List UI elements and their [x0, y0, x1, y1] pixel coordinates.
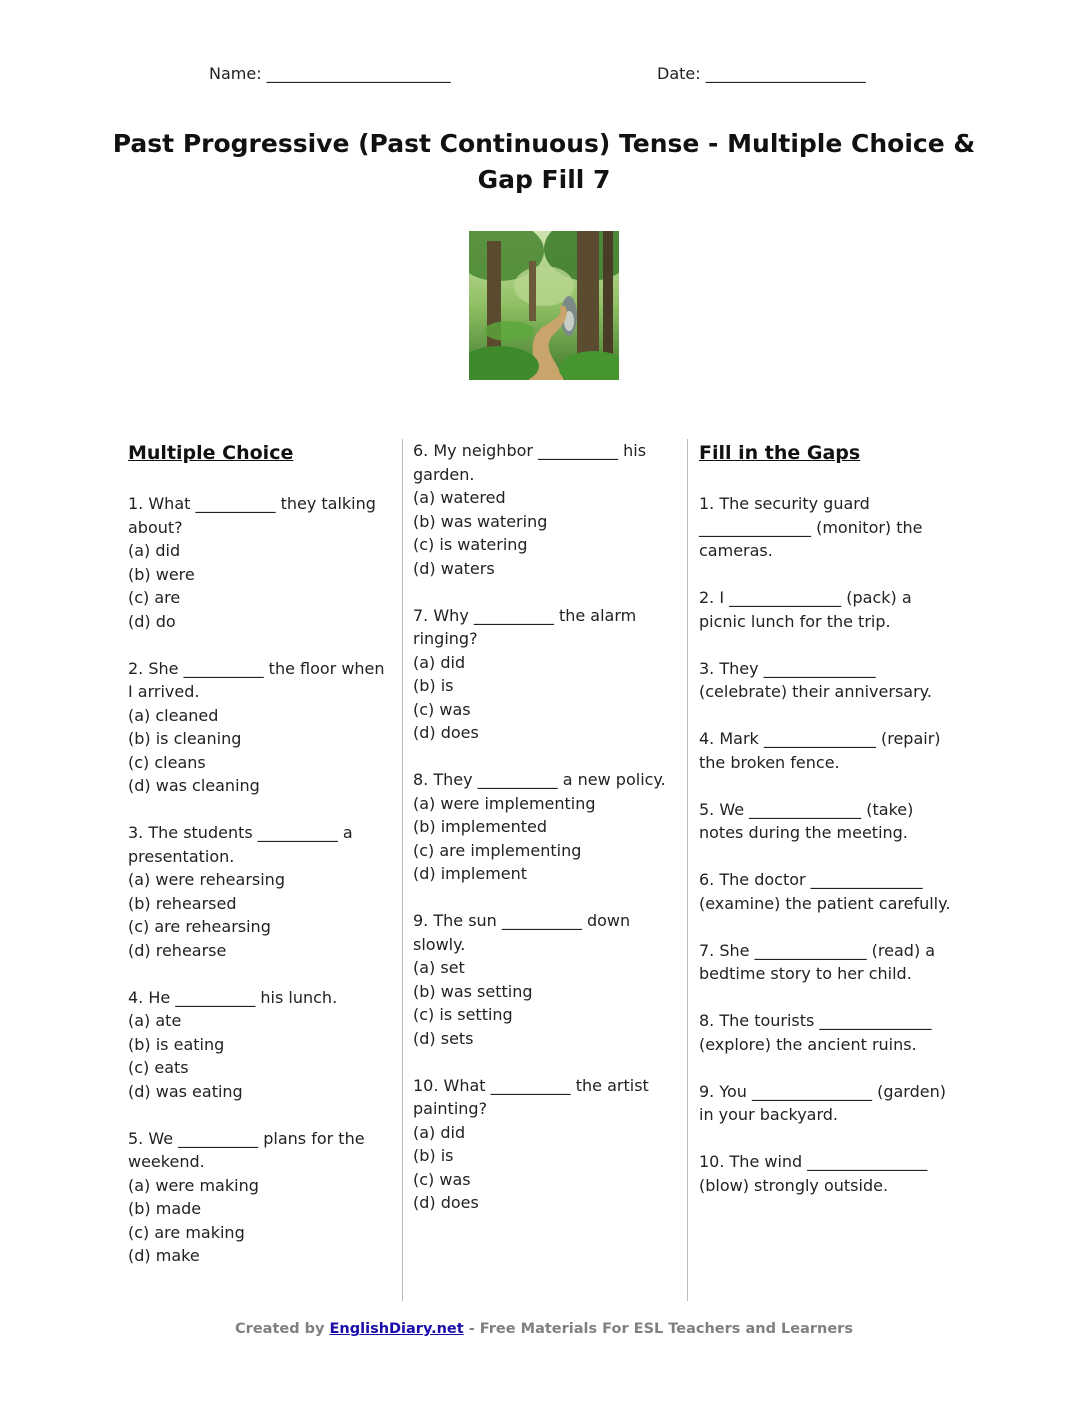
- option: (c) are making: [128, 1222, 245, 1242]
- gap-item-7: 7. She ______________ (read) a bedtime story to her child.: [699, 940, 936, 983]
- option: (c) was: [413, 699, 471, 719]
- option: (d) rehearse: [128, 940, 227, 960]
- multiple-choice-column-2: [413, 439, 675, 1238]
- option: (b) is eating: [128, 1034, 225, 1054]
- option: (d) was eating: [128, 1081, 243, 1101]
- option: (b) is: [413, 676, 454, 695]
- option: (a) cleaned: [128, 705, 219, 725]
- footer-credit: [0, 1321, 1088, 1337]
- option: (d) implement: [413, 864, 528, 883]
- englishdiary-link[interactable]: EnglishDiary.net: [329, 1321, 464, 1337]
- option: (a) did: [413, 652, 466, 672]
- option: (c) is setting: [413, 1005, 513, 1024]
- question-1: [128, 492, 386, 633]
- question-prompt: 4. He __________ his lunch.: [128, 987, 338, 1007]
- fill-gaps-heading: Fill in the Gaps: [699, 442, 861, 464]
- question-9: [413, 909, 675, 1050]
- question-5: [128, 1127, 386, 1268]
- gap-item-10: 10. The wind _______________ (blow) strongly outside.: [699, 1152, 928, 1195]
- question-prompt: 7. Why __________ the alarm ringing?: [413, 605, 637, 648]
- option: (a) set: [413, 958, 465, 977]
- column-divider-right: [687, 439, 688, 1301]
- option: (d) waters: [413, 558, 495, 578]
- fill-gaps-column: [699, 438, 961, 1221]
- option: (d) sets: [413, 1028, 474, 1048]
- multiple-choice-column-1: [128, 438, 386, 1291]
- multiple-choice-heading: Multiple Choice: [128, 442, 294, 464]
- question-prompt: 10. What __________ the artist painting?: [413, 1075, 649, 1118]
- gap-item-6: 6. The doctor ______________ (examine) the patient carefully.: [699, 870, 951, 913]
- option: (d) does: [413, 723, 479, 742]
- question-prompt: 6. My neighbor __________ his garden.: [413, 441, 647, 484]
- question-10: [413, 1074, 675, 1215]
- name-field-label: Name: _______________________: [209, 64, 451, 83]
- option: (c) are implementing: [413, 840, 582, 860]
- option: (d) was cleaning: [128, 776, 260, 795]
- column-divider-left: [402, 439, 403, 1301]
- gap-item-8: 8. The tourists ______________ (explore) the ancient ruins.: [699, 1011, 932, 1054]
- worksheet-title: Past Progressive (Past Continuous) Tense - Multiple Choice & Gap Fill 7: [112, 129, 976, 194]
- forest-path-illustration: [469, 231, 619, 380]
- option: (c) is watering: [413, 535, 528, 554]
- option: (a) were making: [128, 1175, 259, 1195]
- option: (c) was: [413, 1169, 471, 1189]
- option: (b) rehearsed: [128, 893, 237, 913]
- question-7: [413, 604, 675, 745]
- question-8: [413, 768, 675, 886]
- option: (b) is cleaning: [128, 729, 242, 748]
- option: (d) do: [128, 611, 176, 631]
- option: (b) were: [128, 564, 195, 584]
- option: (b) is: [413, 1146, 454, 1165]
- option: (b) made: [128, 1199, 202, 1218]
- option: (c) are rehearsing: [128, 917, 271, 936]
- question-2: [128, 657, 386, 798]
- option: (c) eats: [128, 1058, 189, 1077]
- question-4: [128, 986, 386, 1104]
- question-prompt: 5. We __________ plans for the weekend.: [128, 1128, 365, 1171]
- question-prompt: 9. The sun __________ down slowly.: [413, 911, 631, 954]
- option: (b) implemented: [413, 817, 548, 836]
- question-prompt: 3. The students __________ a presentation.: [128, 823, 353, 866]
- question-prompt: 8. They __________ a new policy.: [413, 770, 666, 789]
- gap-item-2: 2. I ______________ (pack) a picnic lunch for the trip.: [699, 588, 912, 631]
- option: (a) did: [128, 541, 181, 560]
- question-prompt: 1. What __________ they talking about?: [128, 494, 376, 537]
- option: (d) does: [413, 1193, 479, 1212]
- gap-item-4: 4. Mark ______________ (repair) the broken fence.: [699, 729, 941, 772]
- option: (d) make: [128, 1246, 200, 1265]
- option: (a) were implementing: [413, 793, 596, 813]
- footer-prefix: Created by: [235, 1321, 330, 1337]
- question-prompt: 2. She __________ the floor when I arrived.: [128, 658, 385, 701]
- option: (b) was watering: [413, 511, 548, 531]
- question-6: [413, 439, 675, 580]
- option: (a) were rehearsing: [128, 870, 285, 889]
- option: (c) are: [128, 588, 181, 607]
- option: (a) did: [413, 1122, 466, 1142]
- gap-item-1: 1. The security guard ______________ (monitor) the cameras.: [699, 494, 923, 560]
- option: (c) cleans: [128, 752, 206, 772]
- question-3: [128, 821, 386, 962]
- gap-item-3: 3. They ______________ (celebrate) their anniversary.: [699, 658, 932, 701]
- option: (b) was setting: [413, 981, 533, 1001]
- footer-suffix: - Free Materials For ESL Teachers and Learners: [463, 1321, 853, 1337]
- option: (a) ate: [128, 1011, 182, 1030]
- gap-item-9: 9. You _______________ (garden) in your backyard.: [699, 1081, 946, 1124]
- date-field-label: Date: ____________________: [657, 64, 866, 83]
- option: (a) watered: [413, 488, 506, 507]
- gap-item-5: 5. We ______________ (take) notes during the meeting.: [699, 799, 914, 842]
